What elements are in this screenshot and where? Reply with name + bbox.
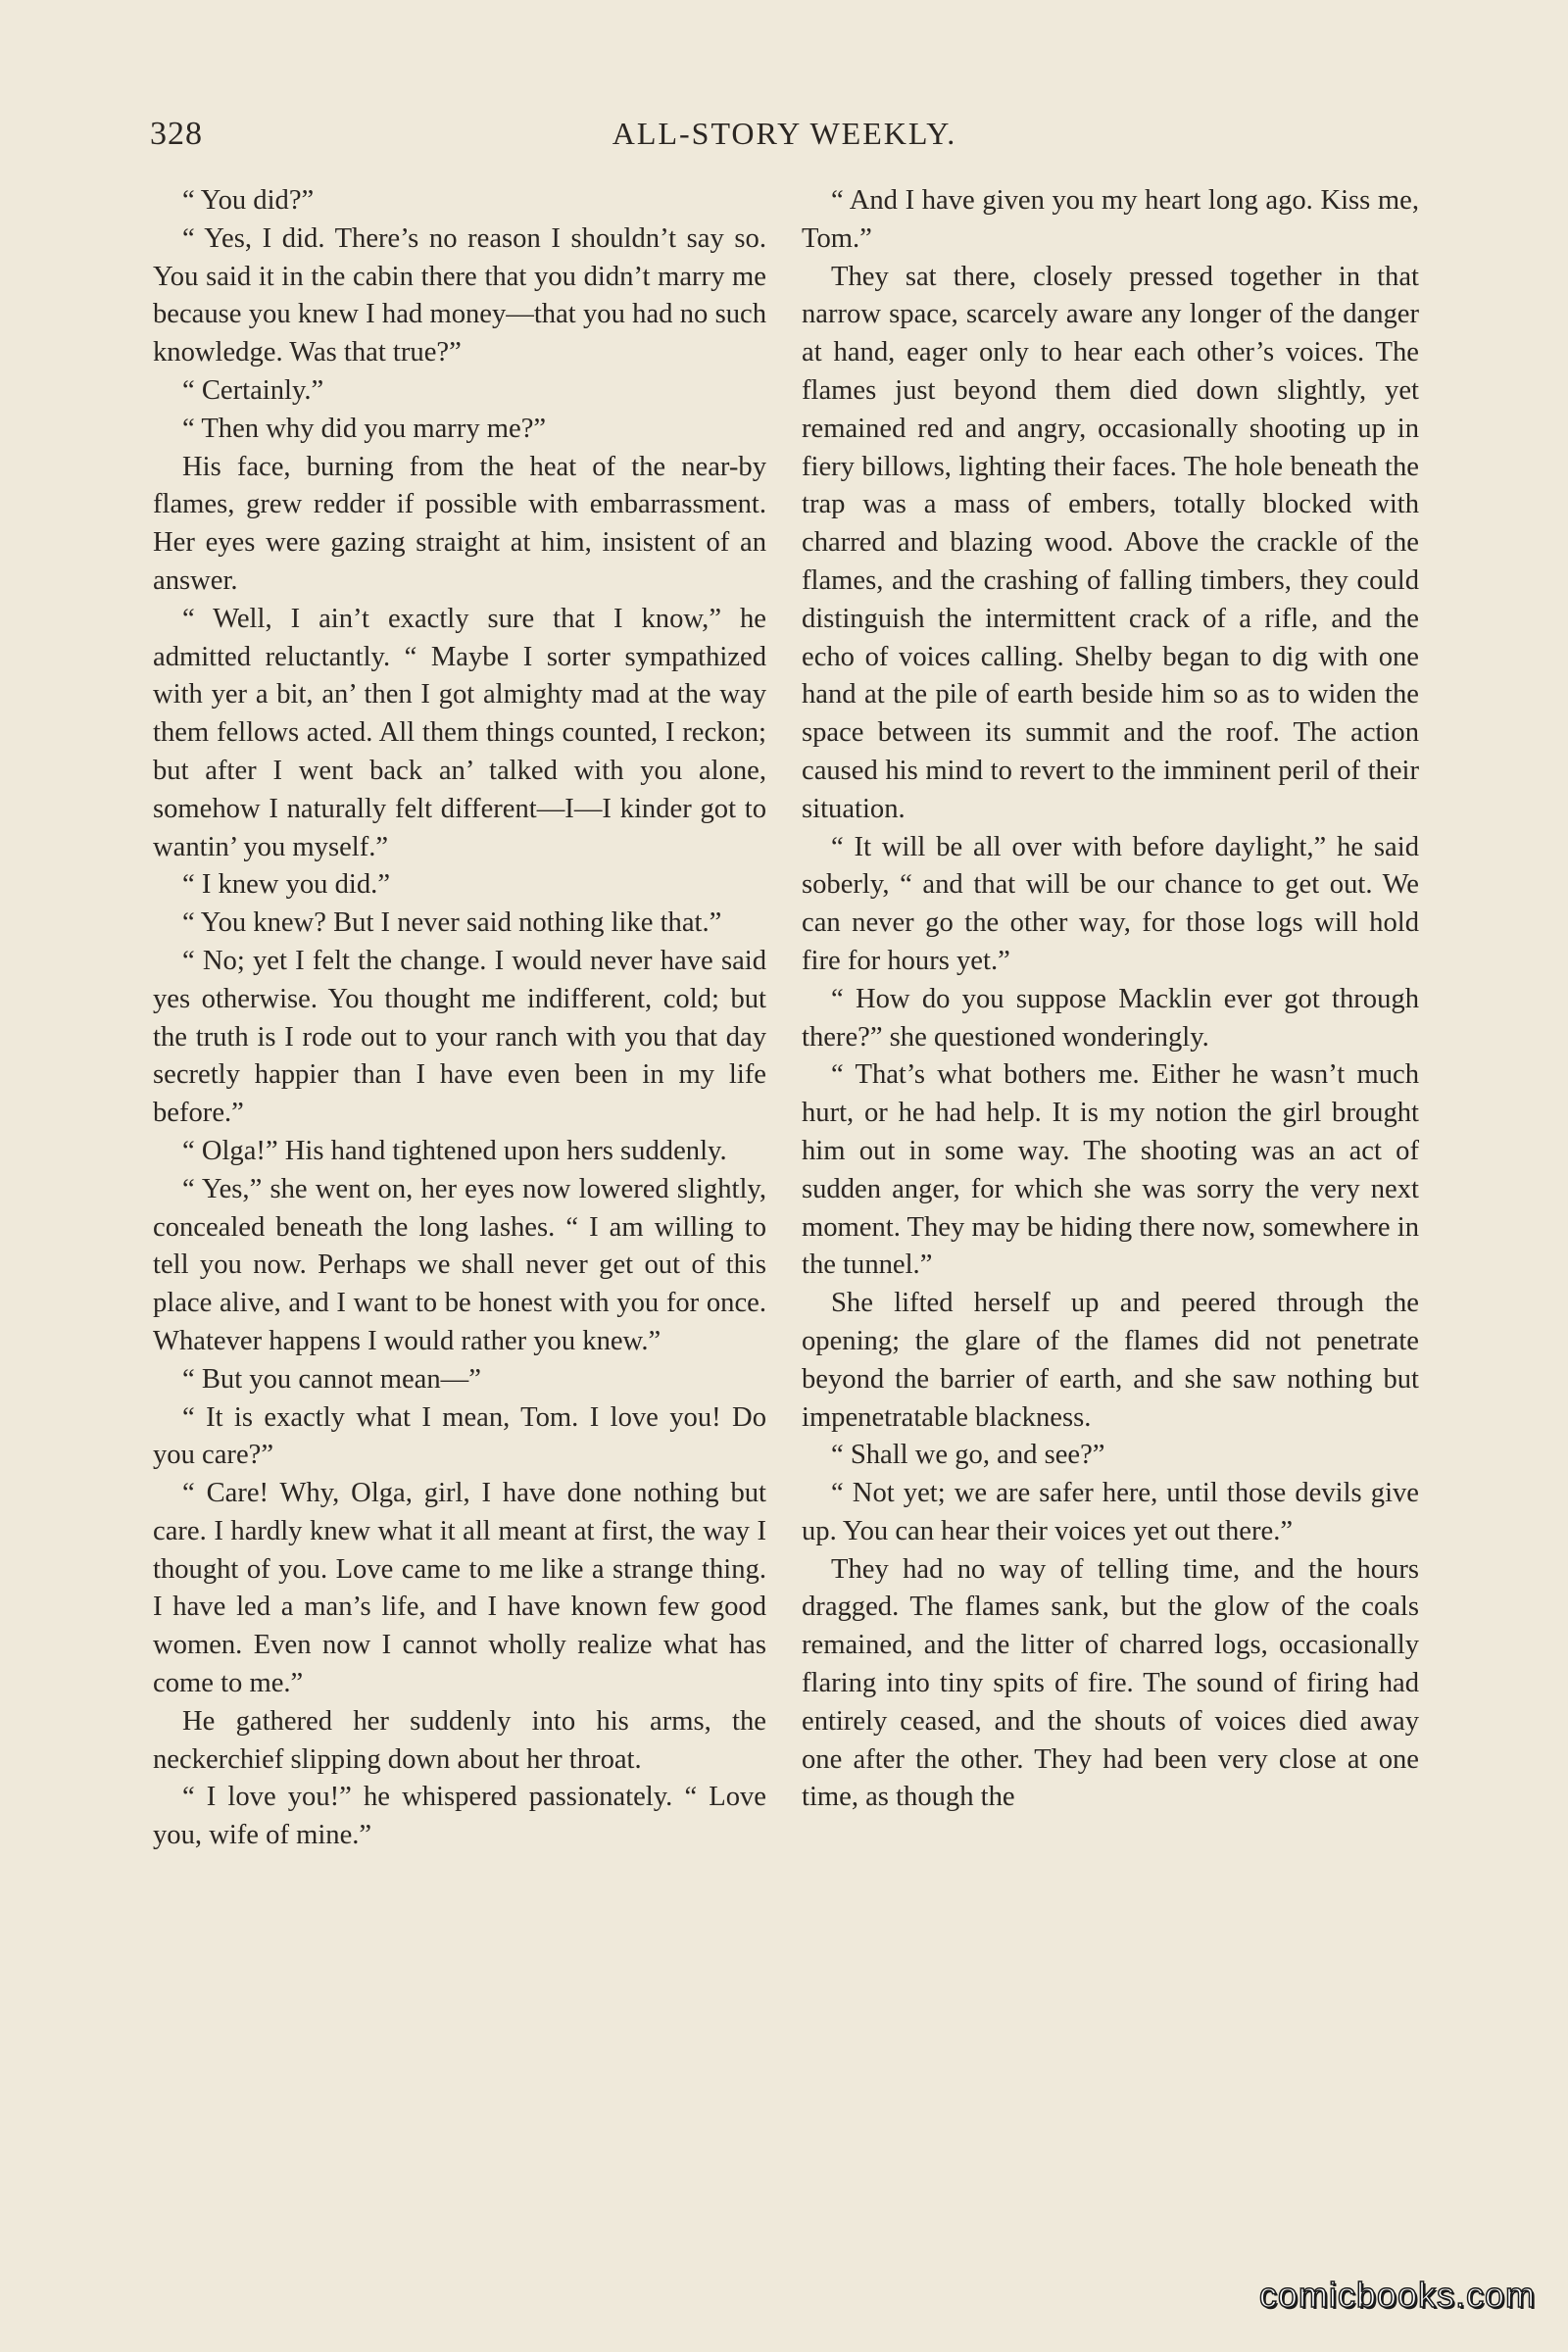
paragraph: “ How do you suppose Macklin ever got through there?” she questioned wonderingly. bbox=[802, 983, 1419, 1053]
page-number: 328 bbox=[150, 116, 203, 152]
paragraph: “ It is exactly what I mean, Tom. I love you! Do you care?” bbox=[153, 1401, 766, 1471]
paragraph: They had no way of telling time, and the hours dragged. The flames sank, but the glow of the coals remained, and the litter of charred logs, occasionally flaring into tiny spits of fire. The sound of firing had entirely ceased, and the shouts of voices died away one after the other. They had been very close at one time, as though the bbox=[802, 1553, 1419, 1813]
paragraph: “ Olga!” His hand tightened upon hers suddenly. bbox=[182, 1135, 727, 1166]
paragraph: “ You knew? But I never said nothing like that.” bbox=[182, 907, 722, 939]
paragraph: “ Care! Why, Olga, girl, I have done nothing but care. I hardly knew what it all meant at first, the way I thought of you. Love came to me like a strange thing. I have led a man’s life, and I have known few good women. Even now I cannot wholly realize what has come to me.” bbox=[153, 1478, 766, 1699]
paragraph: His face, burning from the heat of the near-by flames, grew redder if possible with embarrassment. Her eyes were gazing straight at him, insistent of an answer. bbox=[153, 451, 766, 596]
page-header bbox=[150, 116, 1419, 157]
paragraph: “ Certainly.” bbox=[182, 374, 324, 406]
paragraph: “ No; yet I felt the change. I would never have said yes otherwise. You thought me indifferent, cold; but the truth is I rode out to your ranch with you that day secretly happier than I have even been in my life before.” bbox=[153, 945, 766, 1129]
paragraph: “ Well, I ain’t exactly sure that I know,” he admitted reluctantly. “ Maybe I sorter sympathized with yer a bit, an’ then I got almighty mad at the way them fellows acted. All them things counted, I reckon; but after I went back an’ talked with you alone, somehow I naturally felt different—I—I kinder got to wantin’ you myself.” bbox=[153, 603, 766, 862]
paragraph: “ I love you!” he whispered passionately. “ Love you, wife of mine.” bbox=[153, 1782, 766, 1851]
paragraph: “ Not yet; we are safer here, until those devils give up. You can hear their voices yet out there.” bbox=[802, 1478, 1419, 1546]
paragraph: “ You did?” bbox=[182, 185, 315, 216]
left-column bbox=[153, 182, 766, 1855]
paragraph: They sat there, closely pressed together in that narrow space, scarcely aware any longer of the danger at hand, eager only to hear each other’s voices. The flames just beyond them died down slightly, yet remained red and angry, occasionally shooting up in fiery billows, lighting their faces. The hole beneath the trap was a mass of embers, totally blocked with charred and blazing wood. Above the crackle of the flames, and the crashing of falling timbers, they could distinguish the intermittent crack of a rifle, and the echo of voices calling. Shelby began to dig with one hand at the pile of earth beside him so as to widen the space between its summit and the roof. The action caused his mind to revert to the imminent peril of their situation. bbox=[802, 261, 1419, 824]
paragraph: “ And I have given you my heart long ago. Kiss me, Tom.” bbox=[802, 185, 1419, 254]
paragraph: “ Then why did you marry me?” bbox=[182, 413, 547, 444]
paragraph: He gathered her suddenly into his arms, the neckerchief slipping down about her throat. bbox=[153, 1705, 766, 1775]
paragraph: “ I knew you did.” bbox=[182, 869, 391, 901]
paragraph: She lifted herself up and peered through the opening; the glare of the flames did not penetrate beyond the barrier of earth, and she saw nothing but impenetratable blackness. bbox=[802, 1288, 1419, 1433]
paragraph: “ That’s what bothers me. Either he wasn’t much hurt, or he had help. It is my notion the girl brought him out in some way. The shooting was an act of sudden anger, for which she was sorry the very next moment. They may be hiding there now, somewhere in the tunnel.” bbox=[802, 1059, 1419, 1281]
right-column bbox=[802, 182, 1419, 1817]
paragraph: “ Yes,” she went on, her eyes now lowered slightly, concealed beneath the long lashes. “ I am willing to tell you now. Perhaps we shall never get out of this place alive, and I want to be honest with you for once. Whatever happens I would rather you knew.” bbox=[153, 1173, 766, 1356]
paragraph: “ But you cannot mean—” bbox=[182, 1363, 481, 1395]
running-head: ALL-STORY WEEKLY. bbox=[612, 116, 957, 151]
paragraph: “ Shall we go, and see?” bbox=[831, 1440, 1105, 1471]
watermark: comicbooks.com bbox=[1258, 2275, 1536, 2315]
paragraph: “ Yes, I did. There’s no reason I shouldn’t say so. You said it in the cabin there that you didn’t marry me because you knew I had money—that you had no such knowledge. Was that true?” bbox=[153, 222, 766, 368]
paragraph: “ It will be all over with before daylight,” he said soberly, “ and that will be our chance to get out. We can never go the other way, for those logs will hold fire for hours yet.” bbox=[802, 831, 1419, 976]
